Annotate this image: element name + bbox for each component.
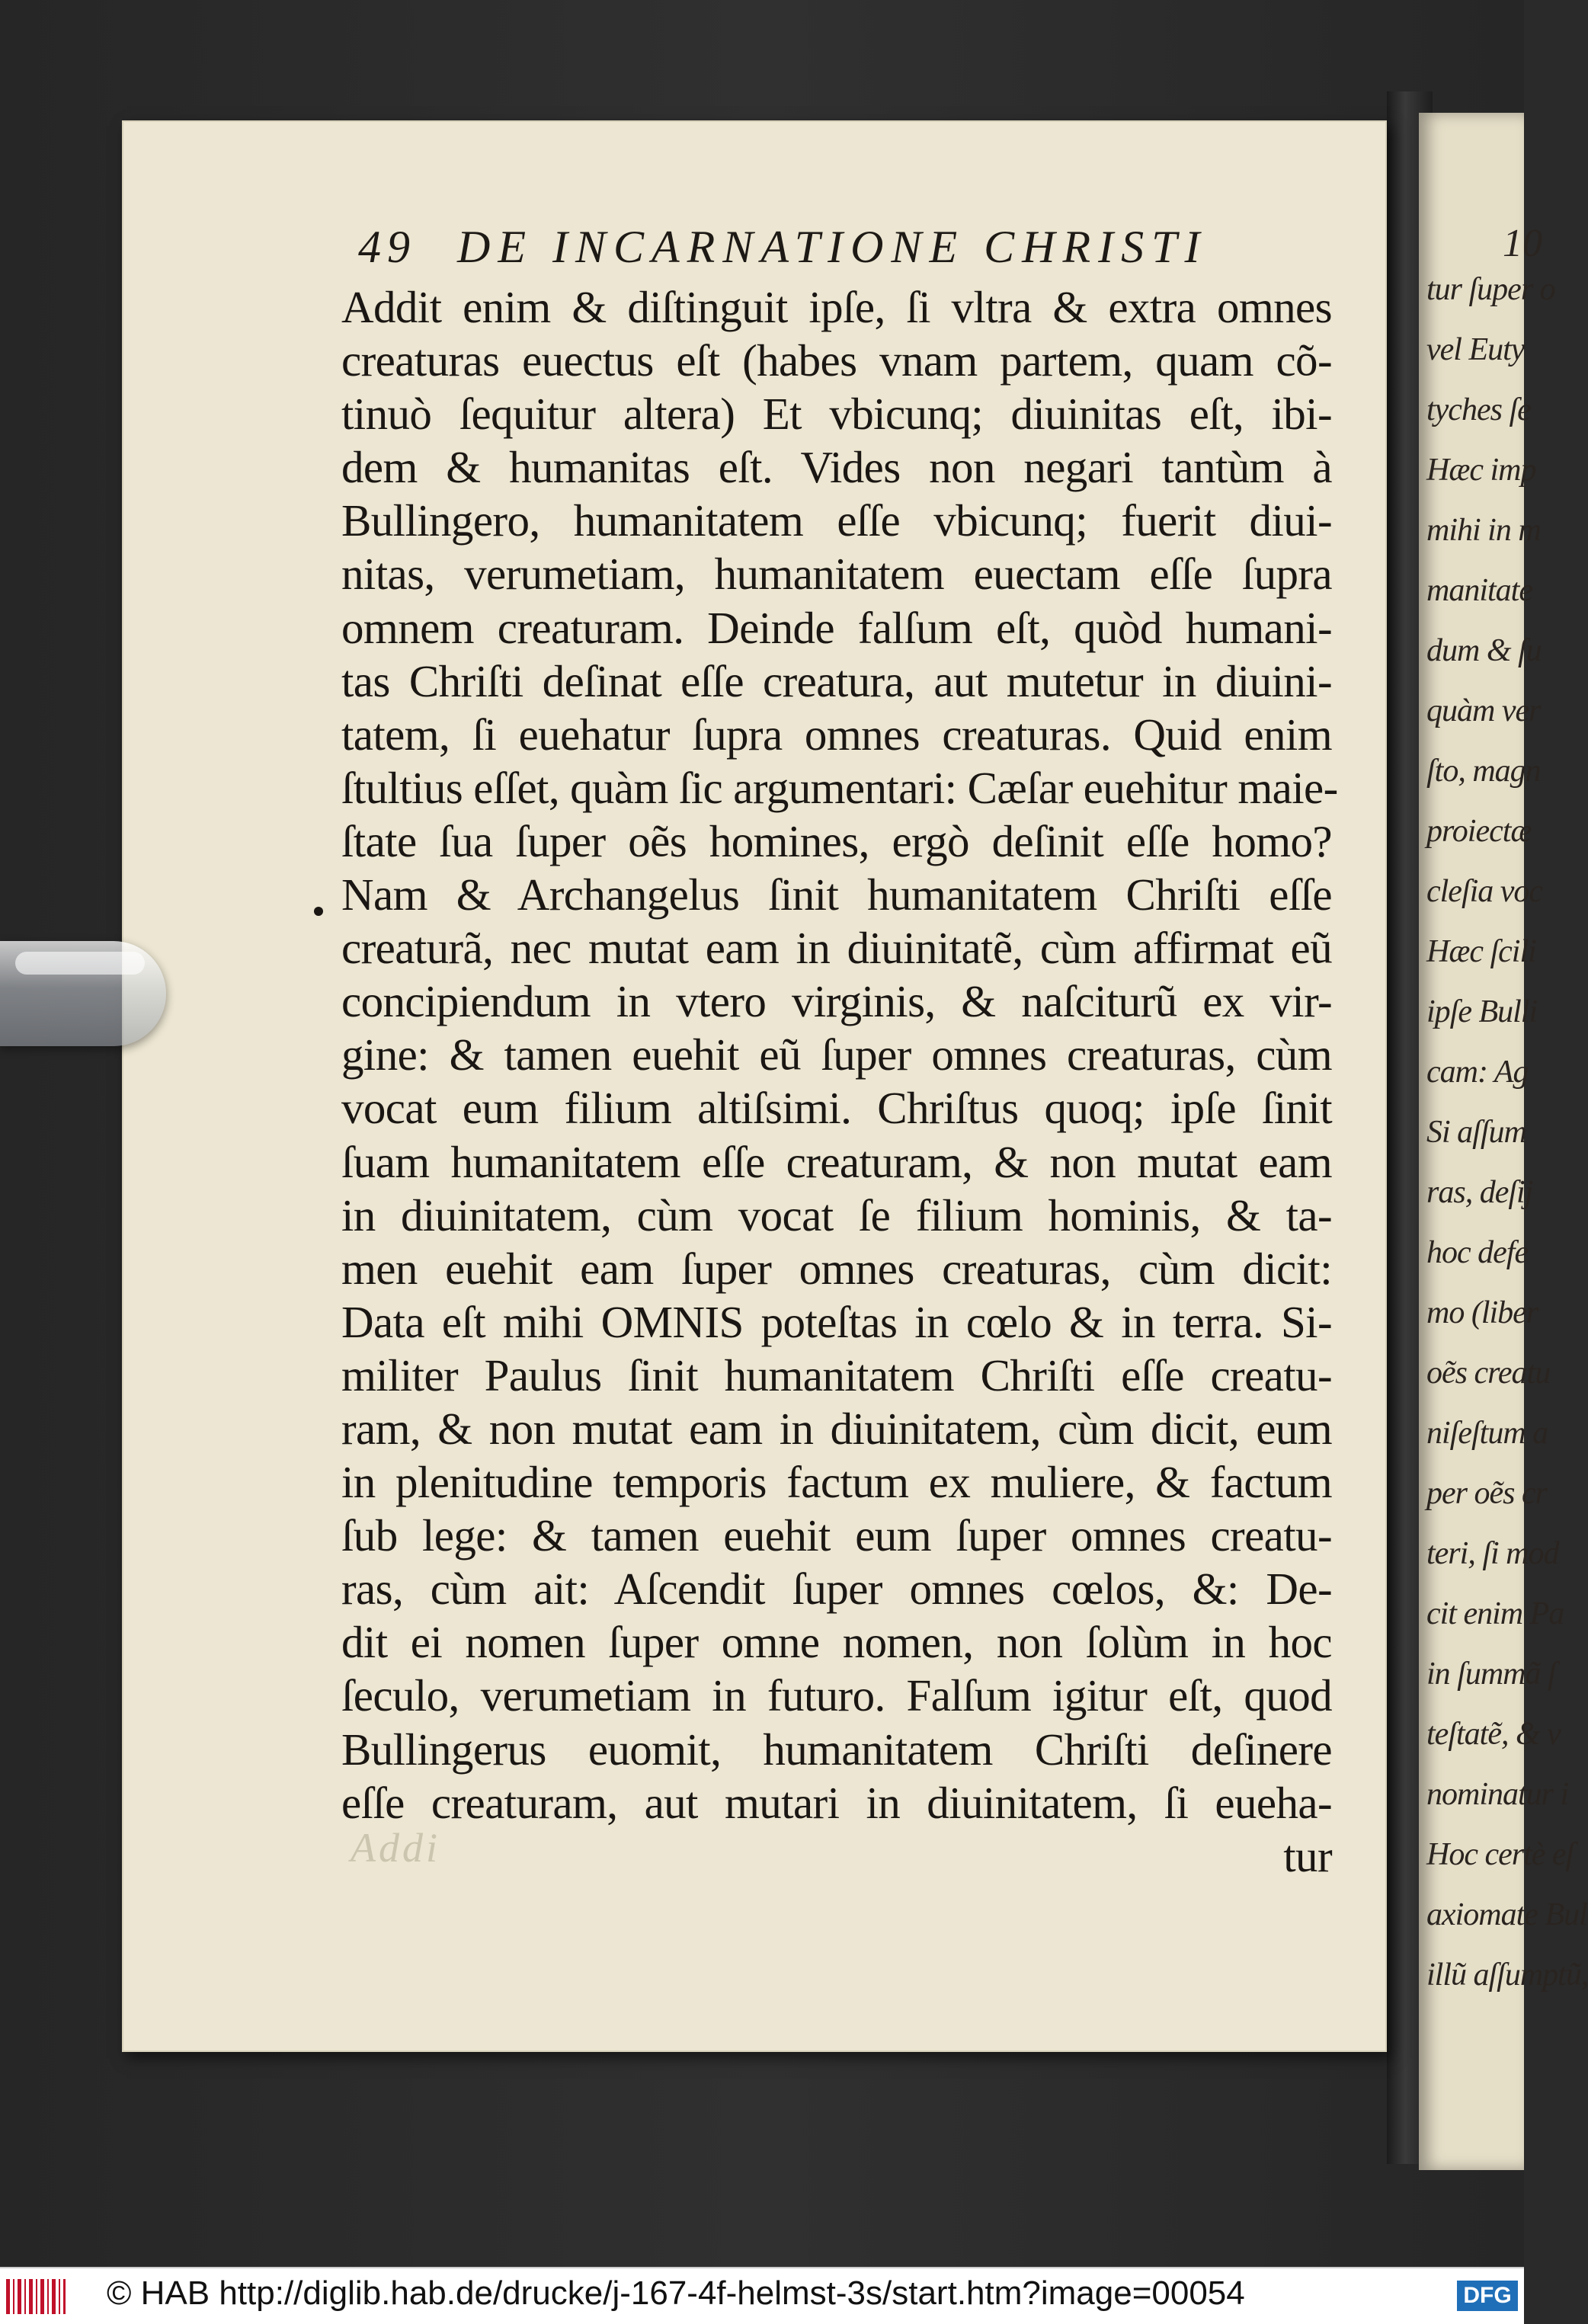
text-line: Data eſt mihi OMNIS poteſtas in cœlo & in terra. Si-: [341, 1296, 1332, 1347]
body-text: [341, 280, 1338, 1883]
facing-page-line: in ſummã ſ: [1426, 1657, 1556, 1692]
text-line: Addit enim & diſtinguit ipſe, ſi vltra & extra omnes: [341, 282, 1332, 332]
facing-page-line: tur ſuper o: [1426, 272, 1555, 307]
facing-page-line: niſeſtum a: [1426, 1416, 1548, 1451]
text-line: creaturã, nec mutat eam in diuinitatẽ, cùm affirmat eũ: [341, 923, 1332, 974]
facing-page-line: cit enim Pa: [1426, 1596, 1564, 1631]
margin-dot: [314, 907, 323, 916]
text-line: in diuinitatem, cùm vocat ſe filium hominis, & ta-: [341, 1189, 1332, 1240]
facing-page-line: mo (liber: [1426, 1295, 1538, 1330]
text-line: militer Paulus ſinit humanitatem Chriſti eſſe creatu-: [341, 1349, 1332, 1400]
facing-page-line: mihi in m: [1426, 513, 1541, 548]
catchword: tur: [1283, 1830, 1332, 1881]
text-line: ſuam humanitatem eſſe creaturam, & non mutat eam: [341, 1136, 1332, 1187]
facing-page-line: axiomate Bul: [1426, 1897, 1587, 1932]
facing-page-line: teſtatẽ, & v: [1426, 1717, 1561, 1752]
facing-page-line: oẽs creatu: [1426, 1356, 1551, 1391]
text-line: men euehit eam ſuper omnes creaturas, cùm dicit:: [341, 1243, 1332, 1294]
running-title: DE INCARNATIONE CHRISTI: [457, 222, 1208, 272]
clamp-highlight: [15, 952, 145, 975]
text-line: omnem creaturam. Deinde falſum eſt, quòd humani-: [341, 602, 1332, 653]
facing-page-line: Si aſſum: [1426, 1115, 1526, 1150]
facing-page-line: quàm ver: [1426, 693, 1541, 728]
book-clamp: [0, 941, 166, 1046]
facing-page-line: dum & ſu: [1426, 633, 1542, 668]
text-line: gine: & tamen euehit eũ ſuper omnes creaturas, cùm: [341, 1029, 1332, 1080]
facing-page-line: tyches ſe: [1426, 392, 1531, 427]
facing-page-line: Hæc ſcili: [1426, 934, 1536, 969]
text-line: creaturas euectus eſt (habes vnam partem, quam cõ-: [341, 335, 1332, 386]
facing-page-line: cam: Ag: [1426, 1055, 1529, 1090]
text-line: ras, cùm ait: Aſcendit ſuper omnes cœlos, &: De-: [341, 1564, 1332, 1615]
facing-page-line: per oẽs cr: [1426, 1476, 1547, 1511]
facing-page-line: manitate: [1426, 573, 1532, 608]
facing-page: [1419, 113, 1588, 2170]
text-line: tinuò ſequitur altera) Et vbicunq; diuinitas eſt, ibi-: [341, 389, 1332, 440]
text-line: concipiendum in vtero virginis, & naſciturũ ex vir-: [341, 976, 1332, 1027]
facing-page-line: ras, deſij: [1426, 1175, 1533, 1210]
facing-page-line: hoc defe: [1426, 1235, 1529, 1270]
facing-page-line: Hoc certè eſ: [1426, 1837, 1574, 1872]
text-line: ſtate ſua ſuper oẽs homines, ergò deſinit eſſe homo?: [341, 815, 1332, 866]
text-line: tas Chriſti deſinat eſſe creatura, aut mutetur in diuini-: [341, 655, 1332, 706]
facing-page-line: illũ aſſumptũ,: [1426, 1957, 1588, 1993]
facing-page-line: Hæc imp: [1426, 453, 1536, 488]
facing-page-line: teri, ſi mod: [1426, 1536, 1559, 1571]
source-link[interactable]: © HAB http://diglib.hab.de/drucke/j-167-4f-helmst-3s/start.htm?image=00054: [107, 2274, 1245, 2312]
text-line: Bullingero, humanitatem eſſe vbicunq; fuerit diui-: [341, 495, 1332, 546]
hab-barcode-icon: [6, 2279, 66, 2314]
text-line: eſſe creaturam, aut mutari in diuinitatem, ſi eueha-: [341, 1777, 1332, 1828]
facing-page-line: vel Euty: [1426, 332, 1525, 367]
text-line: vocat eum filium altiſsimi. Chriſtus quoq; ipſe ſinit: [341, 1083, 1332, 1134]
facing-page-line: proiectæ: [1426, 814, 1532, 849]
viewer-footer: [0, 2267, 1524, 2324]
text-line: nitas, verumetiam, humanitatem euectam eſſe ſupra: [341, 549, 1332, 600]
text-line: dem & humanitas eſt. Vides non negari tantùm à: [341, 442, 1332, 493]
text-line: in plenitudine temporis factum ex muliere, & factum: [341, 1457, 1332, 1508]
text-line: dit ei nomen ſuper omne nomen, non ſolùm in hoc: [341, 1617, 1332, 1668]
facing-page-line: ipſe Bulli: [1426, 994, 1538, 1029]
text-line: ſeculo, verumetiam in futuro. Falſum igitur eſt, quod: [341, 1670, 1332, 1721]
page-number: 49: [358, 222, 416, 272]
text-line: ſub lege: & tamen euehit eum ſuper omnes creatu-: [341, 1510, 1332, 1561]
bleed-through-text: Addi: [351, 1825, 440, 1871]
dfg-logo: DFG: [1457, 2281, 1518, 2311]
facing-page-line: nominatur i: [1426, 1777, 1569, 1812]
text-line: Nam & Archangelus ſinit humanitatem Chriſti eſſe: [341, 869, 1332, 920]
text-line: tatem, ſi euehatur ſupra omnes creaturas. Quid enim: [341, 709, 1332, 760]
text-line: Bullingerus euomit, humanitatem Chriſti deſinere: [341, 1724, 1332, 1775]
facing-page-line: ſto, magn: [1426, 754, 1541, 789]
facing-page-line: cleſia voc: [1426, 874, 1543, 909]
facing-page-number: 10: [1503, 222, 1542, 265]
text-line: ram, & non mutat eam in diuinitatem, cùm dicit, eum: [341, 1403, 1332, 1454]
text-line: ſtultius eſſet, quàm ſic argumentari: Cæſar euehitur maie-: [341, 762, 1338, 813]
